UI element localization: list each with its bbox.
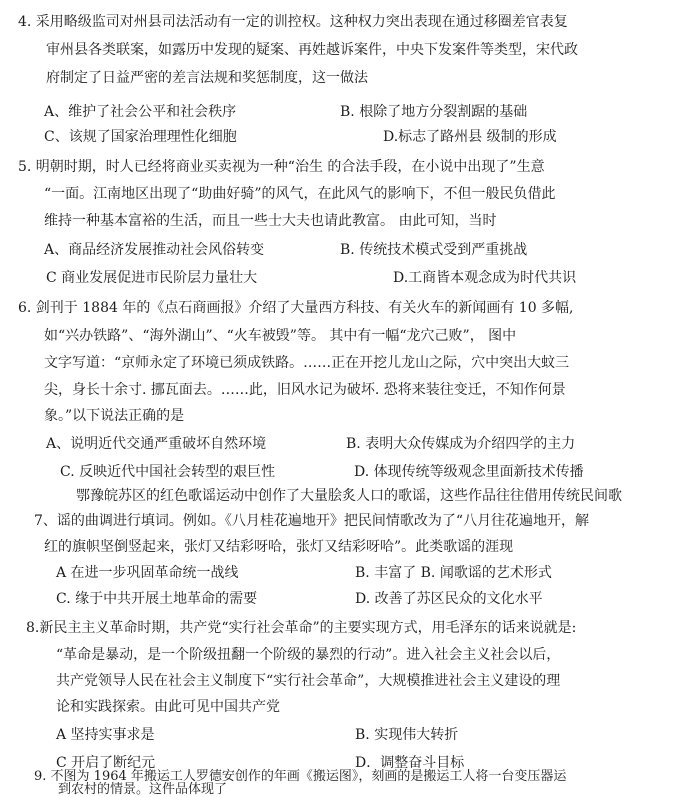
q8-stem-line-3: 共产党领导人民在社会主义制度下“实行社会革命”，大规模推进社会主义建设的理 bbox=[56, 673, 561, 689]
q4-option-d: D.标志了路州县 级制的形成 bbox=[383, 129, 557, 145]
q8-option-d: D．调整奋斗目标 bbox=[355, 755, 465, 771]
q7-option-d: D. 改善了苏区民众的文化水平 bbox=[355, 591, 543, 607]
q8-option-c: C 开启了断纪元 bbox=[56, 755, 156, 771]
q4-stem-line-3: 府制定了日益严密的差言法规和奖惩制度，这一做法 bbox=[46, 70, 368, 86]
q9-stem-line-1: 9. 不图为 1964 年搬运工人罗德安创作的年画《搬运图》，刻画的是搬运工人将一台变压器运 bbox=[34, 769, 567, 784]
q6-stem-line-2: 如“兴办铁路”、“海外湖山”、“火车被毁”等。 其中有一幅“龙穴己败”， 图中 bbox=[44, 328, 517, 344]
q7-option-c: C. 缘于中共开展土地革命的需要 bbox=[56, 591, 258, 607]
q5-option-c: C 商业发展促进市民阶层力量壮大 bbox=[46, 270, 258, 286]
q4-option-c: C、该规了国家治理理性化细胞 bbox=[44, 129, 237, 145]
q6-option-c: C. 反映近代中国社会转型的艰巨性 bbox=[60, 464, 276, 480]
q7-stem-line-1: 鄂豫皖苏区的红色歌谣运动中创作了大量脍炙人口的歌谣，这些作品往往借用传统民间歌 bbox=[76, 488, 622, 504]
q6-stem-line-4: 尖，身长十余寸. 挪瓦面去。……此，旧风水记为破坏. 恐将来装往变迁，不知作何景 bbox=[44, 382, 566, 398]
q6-option-b: B. 表明大众传媒成为介绍四学的主力 bbox=[346, 436, 576, 452]
q7-option-b: B. 丰富了 B. 闻歌谣的艺术形式 bbox=[355, 565, 552, 581]
q8-stem-line-2: “革命是暴动，是一个阶级扭翻一个阶级的暴烈的行动”。进入社会主义社会以后， bbox=[56, 647, 561, 663]
q5-option-d: D.工商皆本观念成为时代共识 bbox=[393, 270, 577, 286]
q6-stem-line-5: 象。”以下说法正确的是 bbox=[44, 408, 185, 424]
q4-stem-line-2: 审州县各类联案，如露历中发现的疑案、再姓越诉案件，中央下发案件等类型，宋代政 bbox=[46, 42, 578, 58]
q8-stem-line-4: 论和实践探索。由此可见中国共产党 bbox=[56, 699, 280, 715]
q5-stem-line-2: “一面。江南地区出现了“助曲好骑”的风气，在此风气的影响下，不但一般民负借此 bbox=[44, 186, 556, 202]
q4-option-b: B. 根除了地方分裂割踞的基础 bbox=[340, 104, 528, 120]
q7-stem-line-2: 7、谣的曲调进行填词。例如。《八月桂花遍地开》把民间情歌改为了“八月往花遍地开，解 bbox=[34, 513, 590, 529]
q6-option-d: D. 体现传统等级观念里面新技术传播 bbox=[354, 464, 584, 480]
q9-stem-line-2: 到农村的情景。这件品体现了 bbox=[58, 782, 228, 797]
q4-option-a: A、维护了社会公平和社会秩序 bbox=[44, 104, 237, 120]
q5-stem-line-3: 维持一种基本富裕的生活，而且一些士大夫也请此教富。 由此可知，当时 bbox=[44, 213, 497, 229]
q5-option-a: A、商品经济发展推动社会风俗转变 bbox=[44, 242, 265, 258]
q6-stem-line-3: 文字写道：“京师永定了环境已须成铁路。……正在开挖儿龙山之际，穴中突出大蚊三 bbox=[44, 355, 570, 371]
q4-stem-line-1: 4. 采用略级监司对州县司法活动有一定的训控权。这种权力突出表现在通过移圈差官表复 bbox=[18, 14, 568, 30]
q8-option-a: A 坚持实事求是 bbox=[56, 727, 155, 743]
q6-option-a: A、说明近代交通严重破坏自然环境 bbox=[46, 436, 267, 452]
q7-stem-line-3: 红的旗帜坚倒竖起来，张灯又结彩呀哈，张灯又结彩呀哈”。此类歌谣的涯现 bbox=[44, 539, 514, 555]
q8-stem-line-1: 8.新民主主义革命时期，共产党“实行社会革命”的主要实现方式，用毛泽东的话来说就是: bbox=[26, 620, 577, 636]
q7-option-a: A 在进一步巩固革命统一战线 bbox=[56, 565, 239, 581]
q5-option-b: B. 传统技术模式受到严重挑战 bbox=[340, 242, 528, 258]
q6-stem-line-1: 6. 剑刊于 1884 年的《点石商画报》介绍了大量西方科技、有关火车的新闻画有 10 多幅, bbox=[18, 300, 574, 316]
q8-option-b: B. 实现伟大转折 bbox=[355, 727, 459, 743]
q5-stem-line-1: 5. 明朝时期，时人已经将商业买卖视为一种“治生 的合法手段，在小说中出现了”生意 bbox=[18, 159, 545, 175]
